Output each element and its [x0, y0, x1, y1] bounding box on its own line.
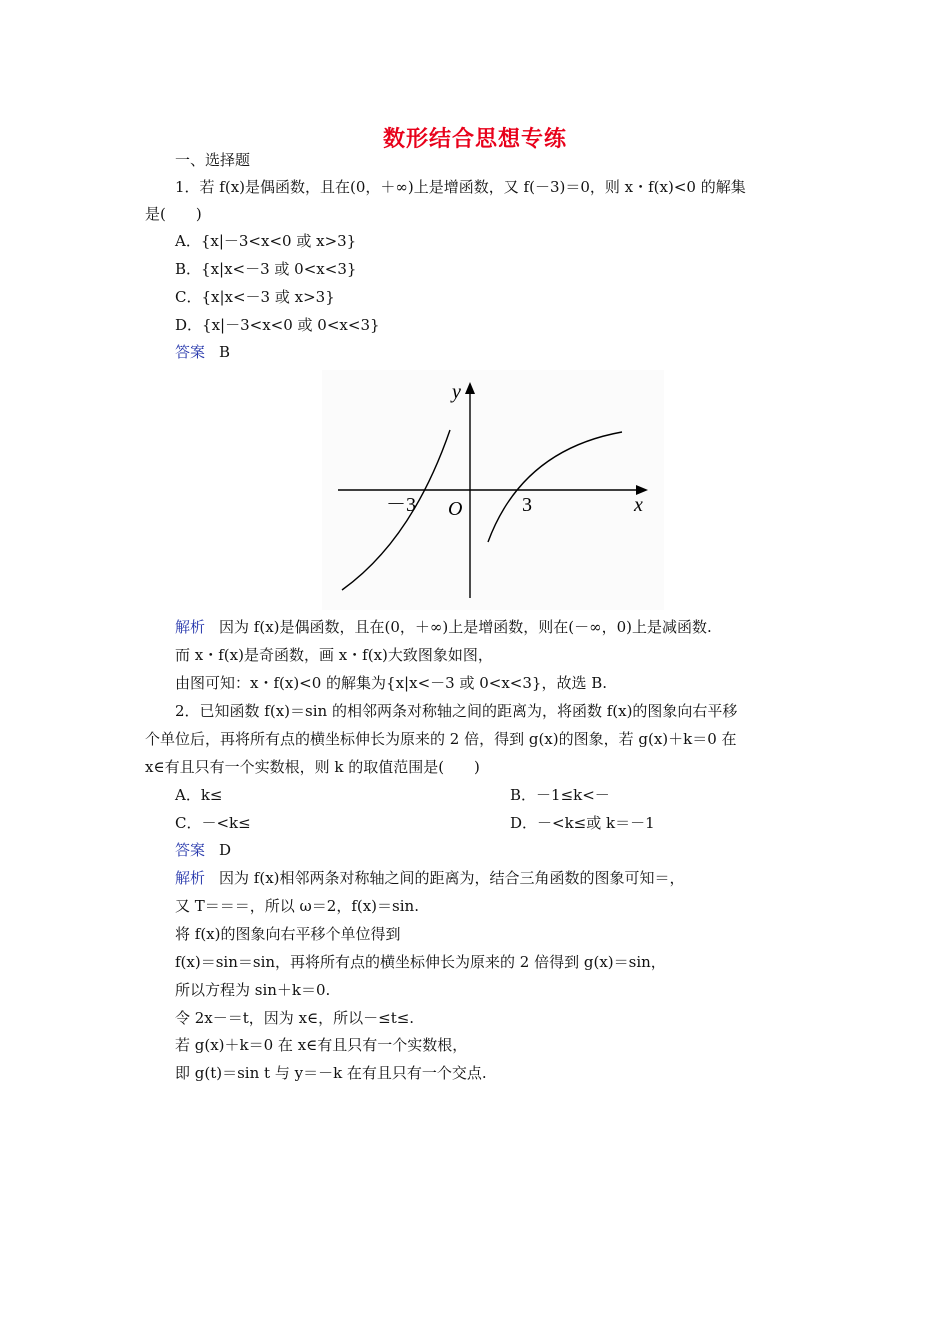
answer-value: D: [219, 841, 232, 859]
q2-option-b: B．－1≤k<－: [510, 786, 610, 804]
function-graph-figure: [322, 370, 664, 610]
section-heading: 一、选择题: [175, 151, 251, 169]
q2-answer: [175, 840, 231, 860]
q2-option-a: A．k≤: [175, 786, 223, 804]
q2-option-d: D．－<k≤或 k＝－1: [510, 814, 655, 832]
q1-analysis-line-2: 而 x・f(x)是奇函数，画 x・f(x)大致图象如图，: [175, 646, 493, 664]
origin-label: O: [448, 498, 463, 520]
q2-option-c: C．－<k≤: [175, 814, 251, 832]
q2-analysis-line-7: 若 g(x)＋k＝0 在 x∈有且只有一个实数根，: [175, 1036, 468, 1054]
q2-analysis-line-1: 解析 因为 f(x)相邻两条对称轴之间的距离为，结合三角函数的图象可知＝，: [175, 869, 685, 887]
q2-stem-line-2: 个单位后，再将所有点的横坐标伸长为原来的 2 倍，得到 g(x)的图象，若 g(x)＋k＝0 在: [145, 730, 737, 748]
q1-option-d: D．{x|－3<x<0 或 0<x<3}: [175, 316, 380, 334]
analysis-label: 解析: [175, 869, 206, 887]
q1-analysis-line-3: 由图可知：x・f(x)<0 的解集为{x|x<－3 或 0<x<3}，故选 B.: [175, 674, 608, 692]
q1-answer: [175, 342, 230, 362]
q1-option-c: C．{x|x<－3 或 x>3}: [175, 288, 335, 306]
q1-stem-line-2: 是( ): [145, 205, 202, 223]
q2-stem-line-1: 2．已知函数 f(x)＝sin 的相邻两条对称轴之间的距离为，将函数 f(x)的图象向右平移: [175, 702, 738, 720]
answer-label: 答案: [175, 841, 206, 859]
page-title: 数形结合思想专练: [382, 126, 567, 152]
q2-analysis-line-5: 所以方程为 sin＋k＝0.: [175, 981, 331, 999]
q2-analysis-line-4: f(x)＝sin＝sin，再将所有点的横坐标伸长为原来的 2 倍得到 g(x)＝sin，: [175, 953, 666, 971]
answer-label: 答案: [175, 343, 206, 361]
q2-analysis-line-6: 令 2x－＝t，因为 x∈，所以－≤t≤.: [175, 1009, 415, 1027]
q1-option-a: A．{x|－3<x<0 或 x>3}: [175, 232, 357, 250]
x-axis-label: x: [634, 494, 643, 516]
y-axis-label: y: [452, 381, 461, 403]
q1-option-b: B．{x|x<－3 或 0<x<3}: [175, 260, 357, 278]
q2-analysis-line-8: 即 g(t)＝sin t 与 y＝－k 在有且只有一个交点.: [175, 1064, 487, 1082]
q1-stem-line-1: 1．若 f(x)是偶函数，且在(0，＋∞)上是增函数，又 f(－3)＝0，则 x・f(x)<0 的解集: [175, 178, 746, 196]
tick-label-neg-3: －3: [386, 494, 416, 516]
q2-stem-line-3: x∈有且只有一个实数根，则 k 的取值范围是( ): [145, 758, 480, 776]
q2-analysis-line-3: 将 f(x)的图象向右平移个单位得到: [175, 925, 401, 943]
q1-analysis-line-1: 解析 因为 f(x)是偶函数，且在(0，＋∞)上是增函数，则在(－∞，0)上是减函数.: [175, 618, 712, 636]
analysis-label: 解析: [175, 618, 206, 636]
answer-value: B: [219, 343, 231, 361]
tick-label-3: 3: [522, 494, 532, 516]
q2-analysis-line-2: 又 T＝＝＝，所以 ω＝2，f(x)＝sin.: [175, 897, 419, 915]
